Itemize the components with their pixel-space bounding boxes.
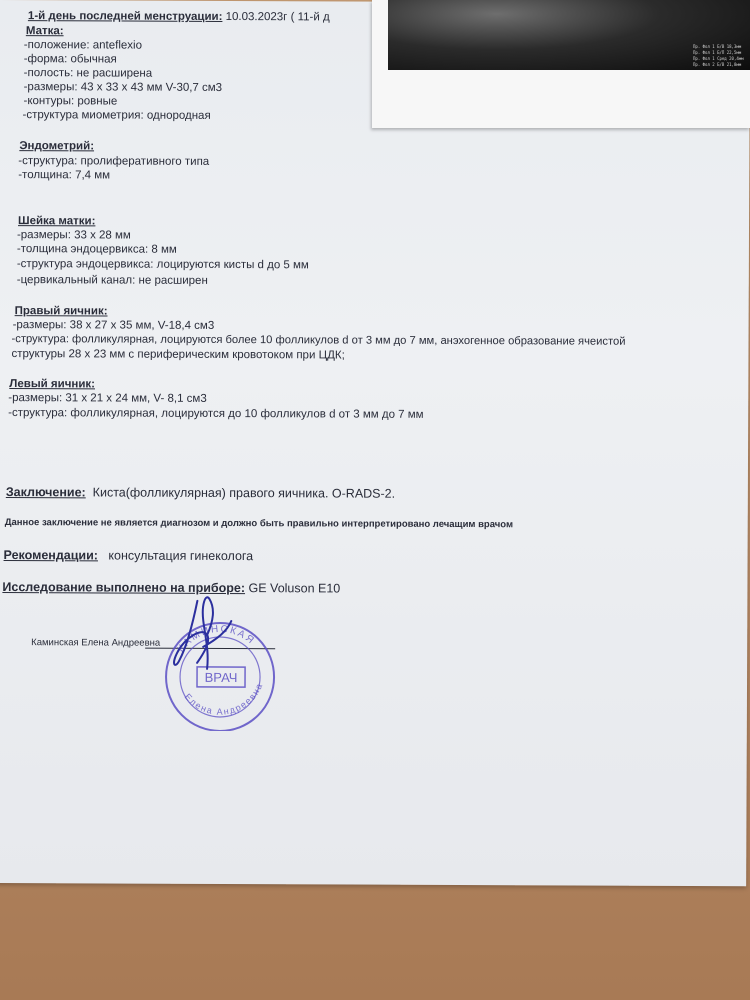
cervix-line-1: -размеры: 33 x 28 мм <box>16 229 131 242</box>
ultrasound-readout-1: Пр. Фол 1 Б/В 18,3мм <box>693 44 742 49</box>
right-ovary-heading: Правый яичник: <box>14 305 108 318</box>
endometrium-heading: Эндометрий: <box>19 140 95 153</box>
uterus-line-3: -полость: не расширена <box>23 67 153 80</box>
lmp-line <box>28 9 330 24</box>
ultrasound-readout-3: Пр. Фол 1 Сред 20,4мм <box>693 56 744 61</box>
cervix-line-3: -структура эндоцервикса: лоцируются кисты d до 5 мм <box>16 258 309 272</box>
cervix-line-2: -толщина эндоцервикса: 8 мм <box>16 243 177 256</box>
ultrasound-image <box>388 0 750 70</box>
right-ovary-line-2: -структура: фолликулярная, лоцируются более 10 фолликулов d от 3 мм до 7 мм, анэхогенное образование ячеистой <box>11 333 626 348</box>
stamp-ring-top-text: КАМИНСКАЯ <box>175 623 258 655</box>
conclusion-label: Заключение: <box>5 485 86 500</box>
disclaimer: Данное заключение не является диагнозом и должно быть правильно интерпретировано лечащим врачом <box>4 517 514 531</box>
uterus-line-2: -форма: обычная <box>23 53 117 66</box>
conclusion-value: Киста(фолликулярная) правого яичника. O-RADS-2. <box>92 485 396 501</box>
lmp-value: 10.03.2023г ( 11-й д <box>225 10 330 24</box>
ultrasound-readout-4: Пр. Фол 2 Б/В 21,8мм <box>693 62 742 67</box>
uterus-line-6: -структура миометрия: однородная <box>22 109 211 122</box>
conclusion-line <box>6 485 395 501</box>
left-ovary-heading: Левый яичник: <box>9 378 96 391</box>
right-ovary-line-1: -размеры: 38 x 27 x 35 мм, V-18,4 см3 <box>12 319 215 332</box>
ultrasound-photo <box>372 0 750 128</box>
device-value: GE Voluson E10 <box>248 581 341 596</box>
ultrasound-readout-2: Пр. Фол 1 Б/П 22,5мм <box>693 50 742 55</box>
left-ovary-line-2: -структура: фолликулярная, лоцируются до 10 фолликулов d от 3 мм до 7 мм <box>8 407 424 421</box>
right-ovary-line-3: структуры 28 x 23 мм с периферическим кровотоком при ЦДК; <box>11 348 345 362</box>
stamp-and-signature <box>157 591 288 732</box>
recommendations-label: Рекомендации: <box>3 548 99 563</box>
uterus-line-4: -размеры: 43 x 33 x 43 мм V-30,7 см3 <box>23 81 223 94</box>
lmp-label: 1-й день последней менструации: <box>27 10 223 23</box>
doctor-name: Каминская Елена Андреевна <box>31 637 161 649</box>
uterus-line-1: -положение: anteflexio <box>23 39 143 52</box>
cervix-line-4: -цервикальный канал: не расширен <box>16 274 208 287</box>
endometrium-line-2: -толщина: 7,4 мм <box>18 169 111 182</box>
stamp-center-text: ВРАЧ <box>204 669 238 686</box>
left-ovary-line-1: -размеры: 31 x 21 x 24 мм, V- 8,1 см3 <box>8 392 207 405</box>
uterus-line-5: -контуры: ровные <box>23 95 118 108</box>
uterus-heading: Матка: <box>25 25 64 38</box>
recommendations-value: консультация гинеколога <box>108 548 254 564</box>
cervix-heading: Шейка матки: <box>18 215 96 228</box>
endometrium-line-1: -структура: пролиферативного типа <box>18 155 210 168</box>
recommendations-line <box>4 548 254 563</box>
device-label: Исследование выполнено на приборе: <box>2 580 246 596</box>
stamp-ring-bottom-text: Елена Андреевна <box>182 680 265 717</box>
doctor-stamp <box>157 591 288 732</box>
